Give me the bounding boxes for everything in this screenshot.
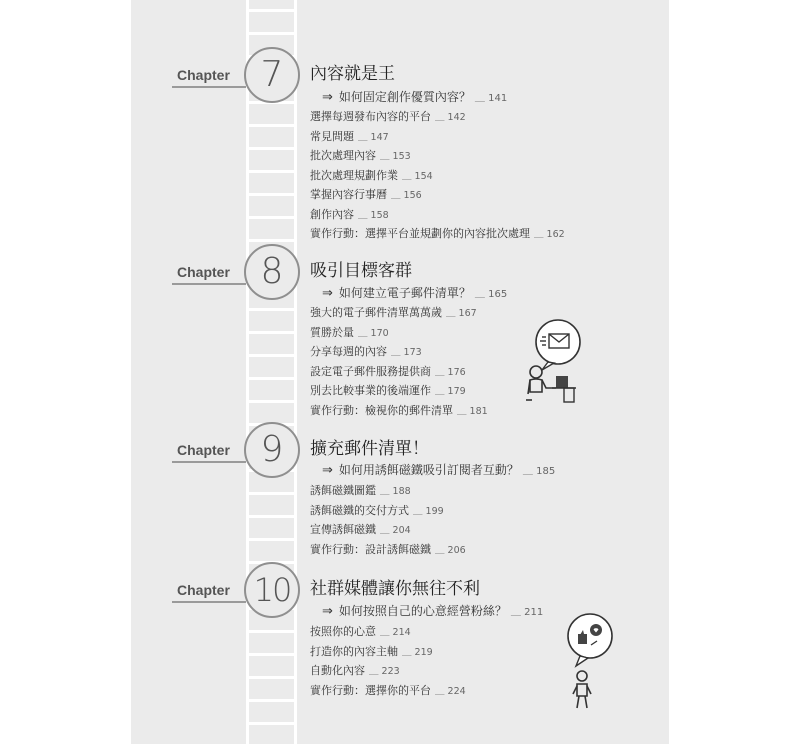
list-item: 掌握內容行事曆 ＿ 156 [310, 188, 422, 201]
list-item: 別去比較事業的後端運作 ＿ 179 [310, 384, 466, 397]
section-list [310, 108, 565, 245]
ladder-rung [248, 377, 296, 380]
chapter-question [322, 462, 555, 480]
list-item: 創作內容 ＿ 158 [310, 207, 389, 221]
list-item: 常見問題 ＿ 147 [310, 129, 389, 143]
question-text: 如何固定創作優質內容？ [338, 90, 471, 104]
ladder-rung [248, 239, 296, 242]
list-item: 選擇每週發布內容的平台 ＿ 142 [310, 110, 466, 123]
question-text: 如何用誘餌磁鐵吸引訂閱者互動？ [338, 463, 519, 477]
chapter-question [322, 285, 507, 303]
person-social-media-like-icon [560, 612, 616, 712]
chapter-number-circle: 9 [244, 422, 300, 478]
chapter-title: 擴充郵件清單！ [310, 439, 429, 459]
ladder-rung [248, 147, 296, 150]
ladder-rung [248, 699, 296, 702]
ladder-rung [248, 676, 296, 679]
question-page: ＿ 165 [474, 289, 508, 300]
chapter-question [322, 89, 507, 107]
ladder-rung [248, 331, 296, 334]
double-arrow-icon: ⇒ [322, 463, 333, 478]
chapter-number-circle: 7 [244, 47, 300, 103]
question-text: 如何按照自己的心意經營粉絲？ [338, 604, 507, 618]
question-page: ＿ 185 [522, 466, 556, 477]
list-item: 打造你的內容主軸 ＿ 219 [310, 644, 433, 658]
list-item: 誘餌磁鐵的交付方式 ＿ 199 [310, 503, 444, 517]
section-list [310, 623, 466, 701]
list-item: 自動化內容 ＿ 223 [310, 664, 400, 677]
list-item: 設定電子郵件服務提供商 ＿ 176 [310, 364, 466, 378]
ladder-rung [248, 400, 296, 403]
chapter-label: Chapter [177, 67, 230, 83]
list-item: 實作行動：選擇平台並規劃你的內容批次處理 ＿ 162 [310, 227, 565, 240]
ladder-rung [248, 354, 296, 357]
chapter-title: 社群媒體讓你無往不利 [310, 579, 480, 599]
list-item: 批次處理規劃作業 ＿ 154 [310, 168, 433, 182]
double-arrow-icon: ⇒ [322, 286, 333, 301]
ladder-rung [248, 492, 296, 495]
chapter-number-circle: 8 [244, 244, 300, 300]
chapter-underline [172, 601, 246, 603]
ladder-rung [248, 124, 296, 127]
ladder-rung [248, 216, 296, 219]
chapter-label: Chapter [177, 442, 230, 458]
list-item: 誘餌磁鐵圖鑑 ＿ 188 [310, 484, 411, 497]
question-text: 如何建立電子郵件清單？ [338, 286, 471, 300]
ladder-rung [248, 722, 296, 725]
ladder-rung [248, 630, 296, 633]
ladder-rung [248, 653, 296, 656]
ladder-rung [248, 515, 296, 518]
chapter-title: 吸引目標客群 [310, 261, 412, 281]
list-item: 宣傳誘餌磁鐵 ＿ 204 [310, 523, 411, 536]
chapter-underline [172, 461, 246, 463]
list-item: 實作行動：設計誘餌磁鐵 ＿ 206 [310, 542, 466, 556]
ladder-rung [248, 32, 296, 35]
question-page: ＿ 211 [510, 607, 544, 618]
list-item: 實作行動：檢視你的郵件清單 ＿ 181 [310, 403, 488, 417]
ladder-rung [248, 308, 296, 311]
ladder-rung [248, 193, 296, 196]
list-item: 按照你的心意 ＿ 214 [310, 625, 411, 638]
ladder-rung [248, 9, 296, 12]
double-arrow-icon: ⇒ [322, 604, 333, 619]
chapter-question [322, 603, 543, 621]
ladder-rung [248, 170, 296, 173]
double-arrow-icon: ⇒ [322, 90, 333, 105]
chapter-label: Chapter [177, 582, 230, 598]
chapter-underline [172, 283, 246, 285]
person-laptop-email-icon [518, 318, 588, 404]
chapter-label: Chapter [177, 264, 230, 280]
list-item: 批次處理內容 ＿ 153 [310, 149, 411, 162]
list-item: 分享每週的內容 ＿ 173 [310, 345, 422, 358]
chapter-underline [172, 86, 246, 88]
section-list [310, 482, 466, 560]
chapter-number-circle: 10 [244, 562, 300, 618]
question-page: ＿ 141 [474, 93, 508, 104]
chapter-title: 內容就是王 [310, 64, 395, 84]
section-list [310, 304, 488, 421]
ladder-rung [248, 538, 296, 541]
list-item: 質勝於量 ＿ 170 [310, 325, 389, 339]
list-item: 強大的電子郵件清單萬萬歲 ＿ 167 [310, 306, 477, 319]
list-item: 實作行動：選擇你的平台 ＿ 224 [310, 683, 466, 697]
